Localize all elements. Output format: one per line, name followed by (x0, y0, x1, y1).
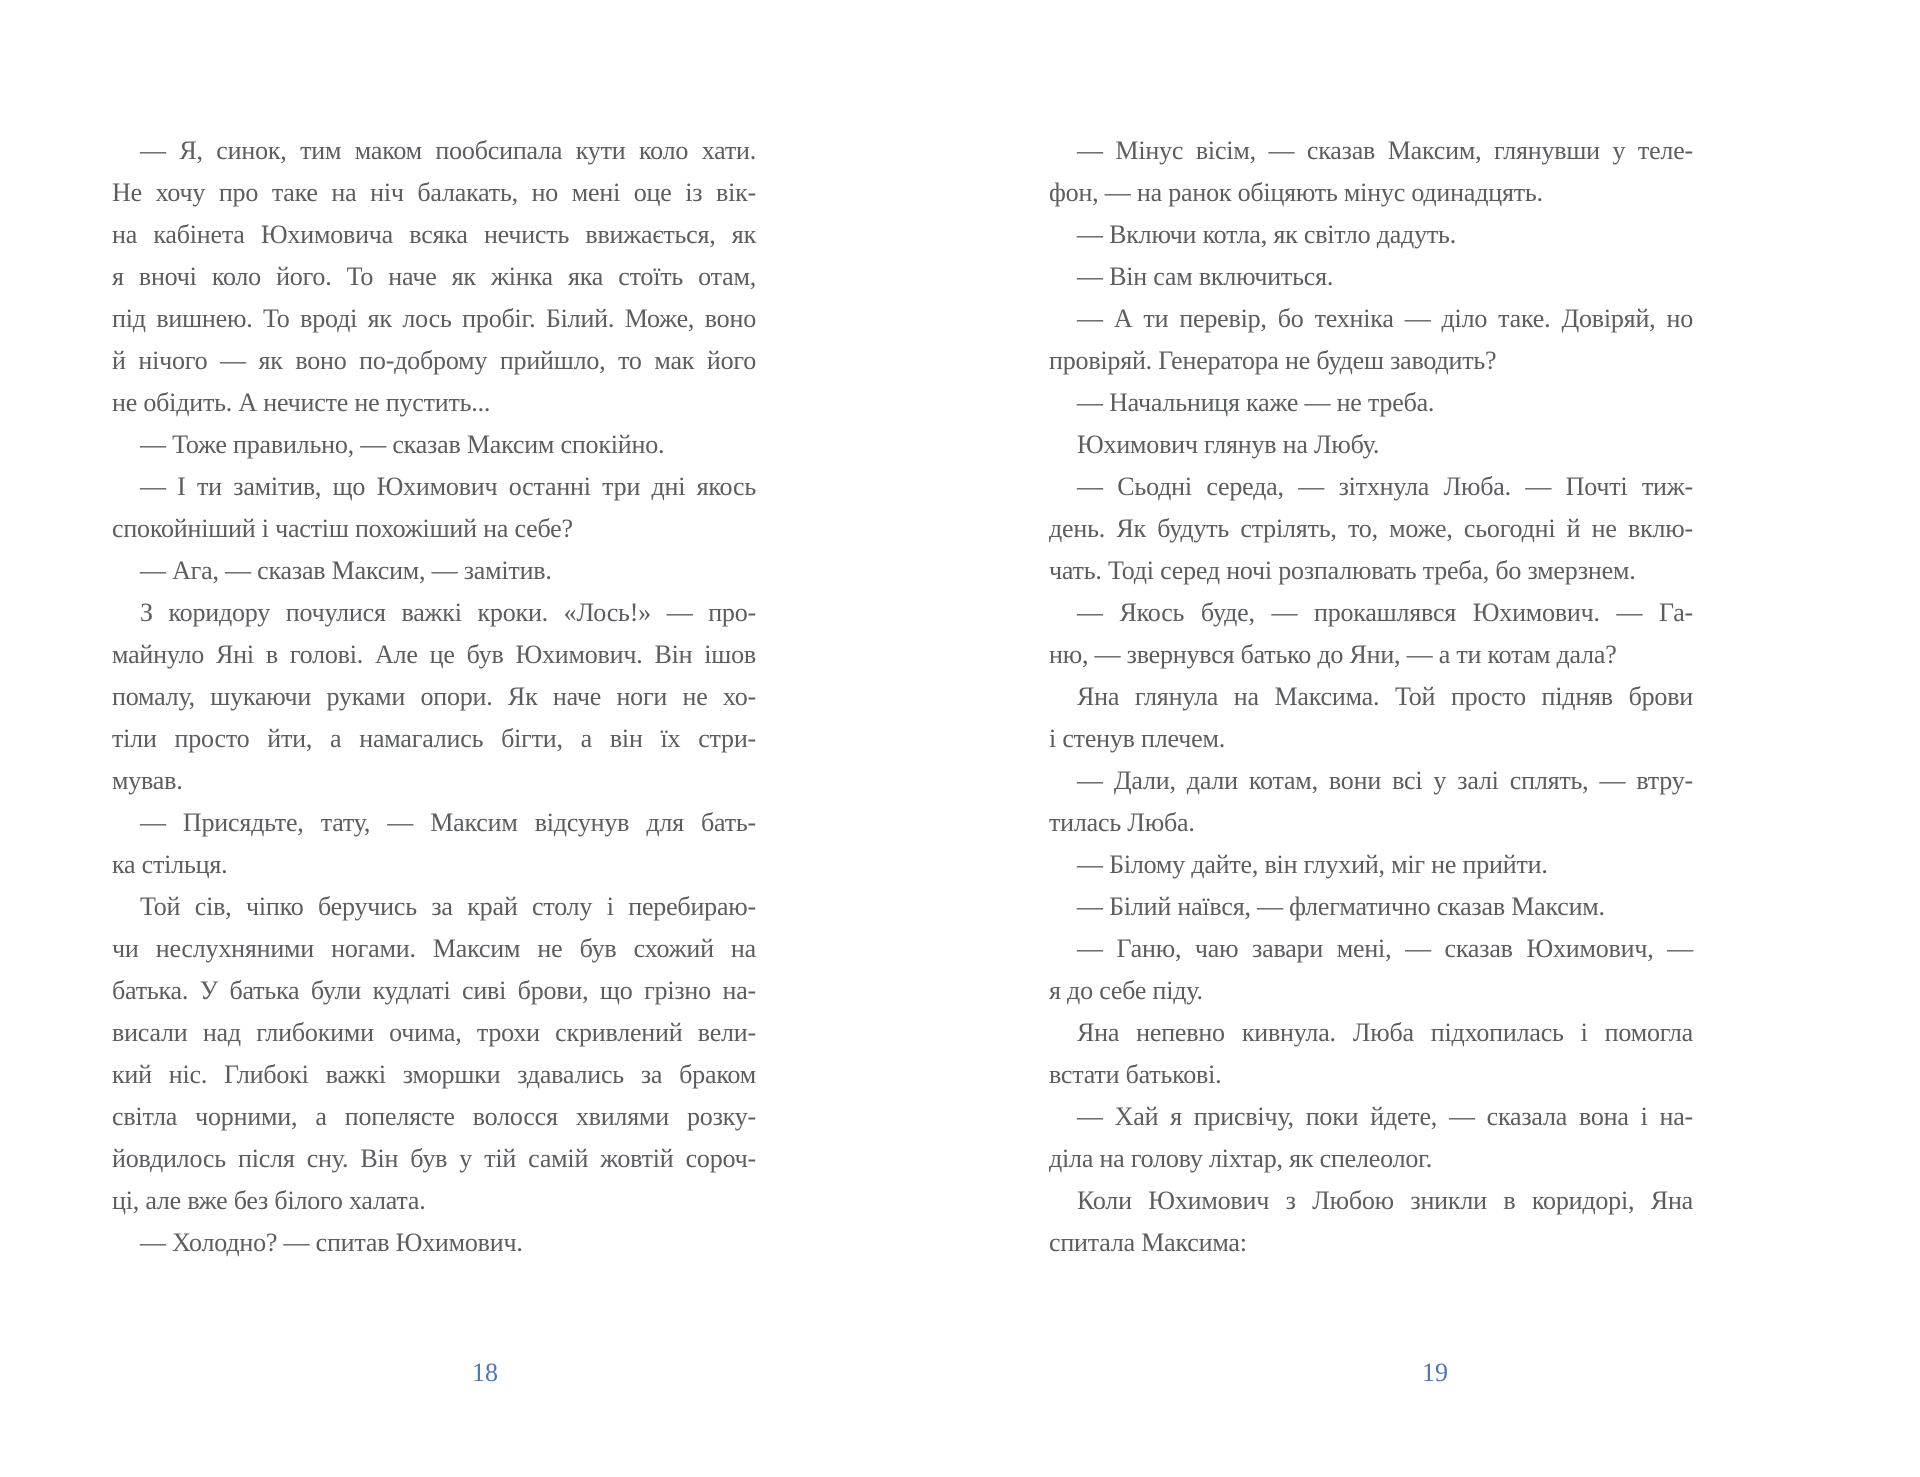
paragraph (1049, 1012, 1693, 1096)
text-line: — Білий наївся, — флегматично сказав Максим. (1077, 892, 1605, 921)
text-line: під вишнею. То вроді як лось пробіг. Білий. Може, воно (112, 304, 756, 333)
paragraph (1049, 130, 1693, 214)
text-line: день. Як будуть стрілять, то, може, сьогодні й не вклю- (1049, 514, 1693, 543)
text-line: помалу, шукаючи руками опори. Як наче ноги не хо- (112, 682, 756, 711)
paragraph (112, 466, 756, 550)
text-line: — А ти перевір, бо техніка — діло таке. Довіряй, но (1077, 304, 1693, 333)
text-line: ці, але вже без білого халата. (112, 1186, 426, 1215)
text-line: Яна глянула на Максима. Той просто підняв брови (1077, 682, 1693, 711)
text-line: чи неслухняними ногами. Максим не був схожий на (112, 934, 756, 963)
paragraph (1049, 1180, 1693, 1264)
paragraph (1049, 1096, 1693, 1180)
paragraph (1049, 424, 1693, 466)
text-line: й нічого — як воно по-доброму прийшло, то мак його (112, 346, 756, 375)
text-line: тіли просто йти, а намагались бігти, а він їх стри- (112, 724, 756, 753)
paragraph (112, 1222, 756, 1264)
text-line: — Сьодні середа, — зітхнула Люба. — Почті тиж- (1077, 472, 1693, 501)
text-line: — Тоже правильно, — сказав Максим спокійно. (140, 430, 665, 459)
text-line: — Якось буде, — прокашлявся Юхимович. — Га- (1077, 598, 1693, 627)
paragraph (1049, 298, 1693, 382)
text-line: Той сів, чіпко беручись за край столу і перебираю- (140, 892, 756, 921)
text-line: Не хочу про таке на ніч балакать, но мені оце із вік- (112, 178, 756, 207)
text-line: Яна непевно кивнула. Люба підхопилась і помогла (1077, 1018, 1693, 1047)
paragraph (1049, 760, 1693, 844)
text-line: Коли Юхимович з Любою зникли в коридорі, Яна (1077, 1186, 1693, 1215)
paragraph (112, 592, 756, 802)
paragraph (1049, 256, 1693, 298)
text-line: — Присядьте, тату, — Максим відсунув для бать- (140, 808, 756, 837)
paragraph (112, 550, 756, 592)
text-line: Юхимович глянув на Любу. (1077, 430, 1380, 459)
paragraph (1049, 382, 1693, 424)
text-line: я вночі коло його. То наче як жінка яка стоїть отам, (112, 262, 756, 291)
text-line: ню, — звернувся батько до Яни, — а ти котам дала? (1049, 640, 1617, 669)
text-line: чать. Тоді серед ночі розпалювать треба, бо змерзнем. (1049, 556, 1636, 585)
text-line: висали над глибокими очима, трохи скривлений вели- (112, 1018, 756, 1047)
paragraph (1049, 592, 1693, 676)
text-line: мував. (112, 766, 183, 795)
text-line: провіряй. Генератора не будеш заводить? (1049, 346, 1497, 375)
paragraph (112, 886, 756, 1222)
text-line: — Дали, дали котам, вони всі у залі сплять, — втру- (1077, 766, 1693, 795)
text-line: — Я, синок, тим маком пообсипала кути коло хати. (140, 136, 756, 165)
text-line: я до себе піду. (1049, 976, 1203, 1005)
text-line: світла чорними, а попелясте волосся хвилями розку- (112, 1102, 756, 1131)
text-line: — Включи котла, як світло дадуть. (1077, 220, 1457, 249)
text-line: — Хай я присвічу, поки йдете, — сказала вона і на- (1077, 1102, 1693, 1131)
text-line: майнуло Яні в голові. Але це був Юхимович. Він ішов (112, 640, 756, 669)
text-line: — Білому дайте, він глухий, міг не прийти. (1077, 850, 1548, 879)
text-line: на кабінета Юхимовича всяка нечисть ввижається, як (112, 220, 756, 249)
text-line: фон, — на ранок обіцяють мінус одинадцять. (1049, 178, 1543, 207)
page-19-text (1049, 130, 1693, 1264)
paragraph (1049, 676, 1693, 760)
text-line: і стенув плечем. (1049, 724, 1226, 753)
paragraph (1049, 844, 1693, 886)
text-line: — Він сам включиться. (1077, 262, 1334, 291)
paragraph (1049, 886, 1693, 928)
text-line: — І ти замітив, що Юхимович останні три дні якось (140, 472, 756, 501)
paragraph (112, 802, 756, 886)
text-line: встати батькові. (1049, 1060, 1222, 1089)
text-line: — Ага, — сказав Максим, — замітив. (140, 556, 552, 585)
text-line: спокойніший і частіш похожіший на себе? (112, 514, 573, 543)
paragraph (112, 424, 756, 466)
paragraph (1049, 214, 1693, 256)
paragraph (112, 130, 756, 424)
text-line: діла на голову ліхтар, як спелеолог. (1049, 1144, 1432, 1173)
page-18-text (112, 130, 756, 1264)
paragraph (1049, 466, 1693, 592)
text-line: батька. У батька були кудлаті сиві брови, що грізно на- (112, 976, 756, 1005)
text-line: ка стільця. (112, 850, 228, 879)
text-line: тилась Люба. (1049, 808, 1195, 837)
text-line: З коридору почулися важкі кроки. «Лось!» — про- (140, 598, 756, 627)
text-line: йовдилось після сну. Він був у тій самій жовтій сороч- (112, 1144, 756, 1173)
text-line: спитала Максима: (1049, 1228, 1247, 1257)
text-line: — Мінус вісім, — сказав Максим, глянувши у теле- (1077, 136, 1693, 165)
text-line: — Начальниця каже — не треба. (1077, 388, 1435, 417)
text-line: не обідить. А нечисте не пустить... (112, 388, 491, 417)
text-line: — Холодно? — спитав Юхимович. (140, 1228, 523, 1257)
paragraph (1049, 928, 1693, 1012)
text-line: — Ганю, чаю завари мені, — сказав Юхимович, — (1077, 934, 1693, 963)
page-18-number: 18 (472, 1358, 498, 1387)
page-19-number: 19 (1422, 1358, 1448, 1387)
text-line: кий ніс. Глибокі важкі зморшки здавались за браком (112, 1060, 756, 1089)
